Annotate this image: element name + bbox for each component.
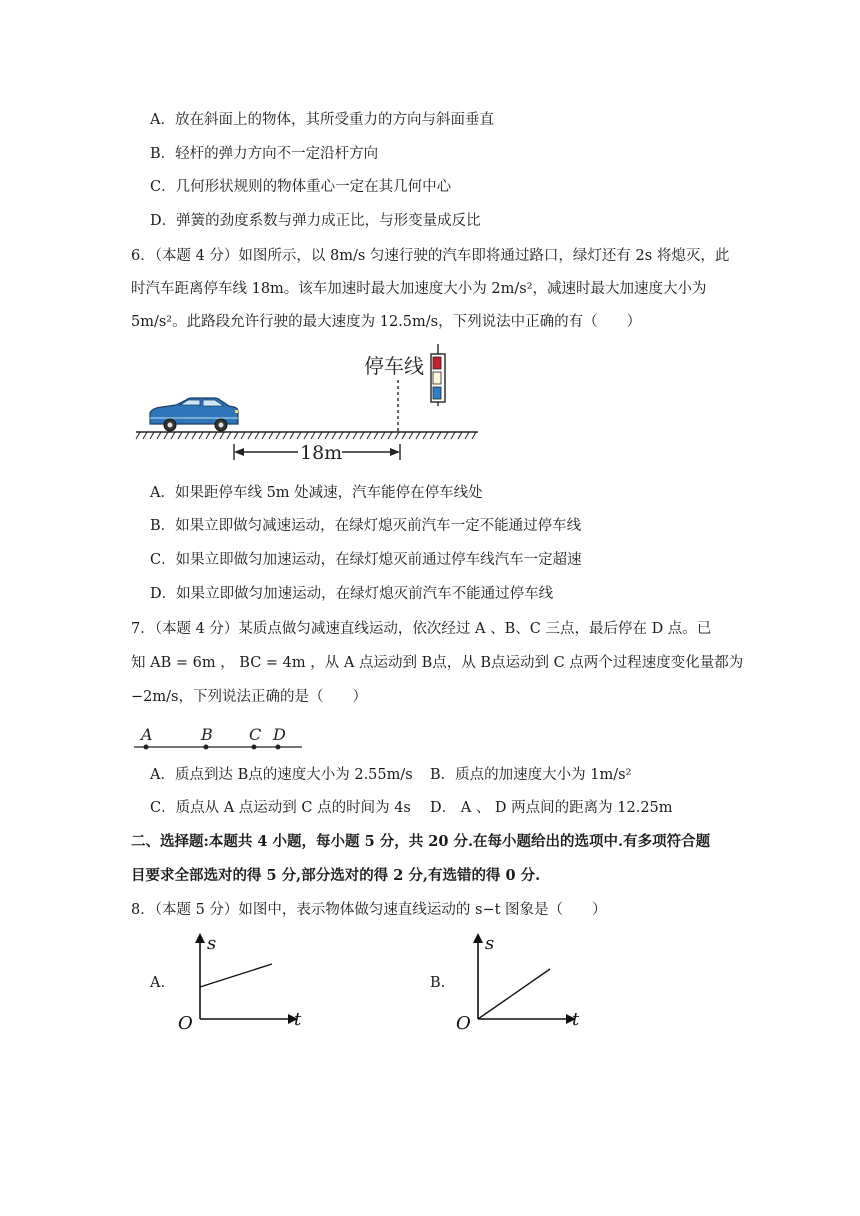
stop-line-label: 停车线: [364, 354, 424, 378]
q8-graph-b-svg: [448, 925, 588, 1037]
q8-option-b-label: B.: [430, 975, 446, 991]
distance-label: 18m: [300, 442, 343, 464]
axis-s-label-a: s: [207, 933, 217, 954]
section2-heading-line1: 二、选择题:本题共 4 小题，每小题 5 分，共 20 分.在每小题给出的选项中.有多项符合题: [131, 833, 711, 850]
q6-option-a: A．如果距停车线 5m 处减速，汽车能停在停车线处: [150, 485, 483, 501]
origin-label-a: O: [178, 1013, 193, 1034]
section2-heading-line2: 目要求全部选对的得 5 分,部分选对的得 2 分,有选错的得 0 分.: [131, 867, 541, 884]
point-d: [276, 745, 281, 750]
origin-label-b: O: [456, 1013, 471, 1034]
axis-t-label-b: t: [572, 1009, 580, 1030]
q6-option-b: B．如果立即做匀减速运动，在绿灯熄灭前汽车一定不能通过停车线: [150, 518, 582, 534]
q8-graph-b: [448, 925, 588, 1037]
point-b: [204, 745, 209, 750]
q6-option-c: C．如果立即做匀加速运动，在绿灯熄灭前通过停车线汽车一定超速: [150, 552, 582, 568]
q6-figure-svg: [130, 340, 490, 470]
s-t-line-b: [478, 969, 550, 1019]
q5-option-a: A．放在斜面上的物体，其所受重力的方向与斜面垂直: [150, 112, 494, 128]
q8-option-a-label: A.: [150, 975, 166, 991]
point-a: [144, 745, 149, 750]
q5-option-d: D．弹簧的劲度系数与弹力成正比，与形变量成反比: [150, 213, 481, 229]
q7-option-d: D． A 、 D 两点间的距离为 12.25m: [430, 800, 673, 816]
point-c: [252, 745, 257, 750]
q6-option-d: D．如果立即做匀加速运动，在绿灯熄灭前汽车不能通过停车线: [150, 586, 554, 602]
q6-stem-line1: 6．（本题 4 分）如图所示，以 8m/s 匀速行驶的汽车即将通过路口，绿灯还有 2s 将熄灭，此: [131, 248, 730, 264]
q7-option-c: C．质点从 A 点运动到 C 点的时间为 4s: [150, 800, 411, 816]
traffic-light-icon: [431, 344, 445, 406]
q6-stem-line3: 5m/s²。此路段允许行驶的最大速度为 12.5m/s，下列说法中正确的有（ ）: [131, 314, 642, 330]
q7-option-b: B．质点的加速度大小为 1m/s²: [430, 767, 632, 783]
q7-figure-svg: [132, 722, 308, 752]
q7-stem-line1: 7．（本题 4 分）某质点做匀减速直线运动，依次经过 A 、B、C 三点，最后停在 D 点。已: [131, 621, 712, 637]
q7-stem-line2: 知 AB = 6m ， BC = 4m ，从 A 点运动到 B点，从 B点运动到 C 点两个过程速度变化量都为: [131, 655, 744, 671]
q5-option-c: C．几何形状规则的物体重心一定在其几何中心: [150, 179, 452, 195]
q7-stem-line3: −2m/s，下列说法正确的是（ ）: [131, 689, 367, 705]
q6-stem-line2: 时汽车距离停车线 18m。该车加速时最大加速度大小为 2m/s²，减速时最大加速度大小为: [131, 281, 707, 297]
ground-hatching: [136, 432, 476, 439]
q8-graph-a-svg: [170, 925, 310, 1037]
label-a: A: [141, 725, 153, 744]
q8-stem: 8．（本题 5 分）如图中，表示物体做匀速直线运动的 s−t 图象是（ ）: [131, 902, 607, 918]
label-b: B: [201, 725, 213, 744]
s-t-line-a: [200, 964, 272, 987]
q7-figure: [132, 722, 308, 752]
axis-t-label-a: t: [294, 1009, 302, 1030]
label-d: D: [273, 725, 286, 744]
q8-graph-a: [170, 925, 310, 1037]
q7-option-a: A．质点到达 B点的速度大小为 2.55m/s: [150, 767, 413, 783]
label-c: C: [249, 725, 262, 744]
axis-s-label-b: s: [485, 933, 495, 954]
q5-option-b: B．轻杆的弹力方向不一定沿杆方向: [150, 146, 379, 162]
q6-figure: [130, 340, 490, 470]
car-icon: [150, 398, 238, 431]
